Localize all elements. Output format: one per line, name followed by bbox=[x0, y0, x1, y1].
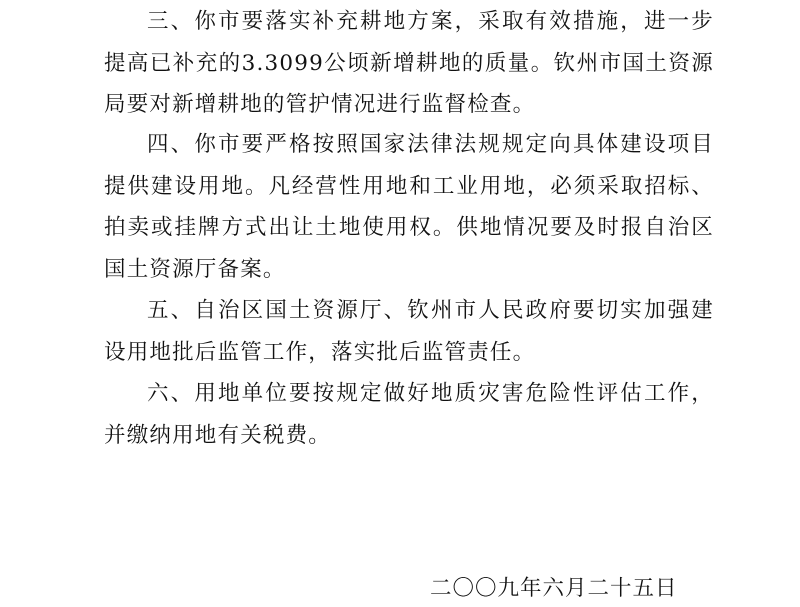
paragraph-item-5: 五、自治区国土资源厅、钦州市人民政府要切实加强建设用地批后监管工作，落实批后监管责任。 bbox=[104, 298, 714, 365]
document-date: 二〇〇九年六月二十五日 bbox=[430, 576, 678, 601]
paragraph-item-6: 六、用地单位要按规定做好地质灾害危险性评估工作，并缴纳用地有关税费。 bbox=[104, 381, 714, 448]
paragraph-item-4: 四、你市要严格按照国家法律法规规定向具体建设项目提供建设用地。凡经营性用地和工业用地，必须采取招标、拍卖或挂牌方式出让土地使用权。供地情况要及时报自治区国土资源厅备案。 bbox=[104, 132, 714, 282]
paragraph-item-3: 三、你市要落实补充耕地方案，采取有效措施，进一步提高已补充的3.3099公顷新增耕地的质量。钦州市国土资源局要对新增耕地的管护情况进行监督检查。 bbox=[104, 9, 714, 117]
